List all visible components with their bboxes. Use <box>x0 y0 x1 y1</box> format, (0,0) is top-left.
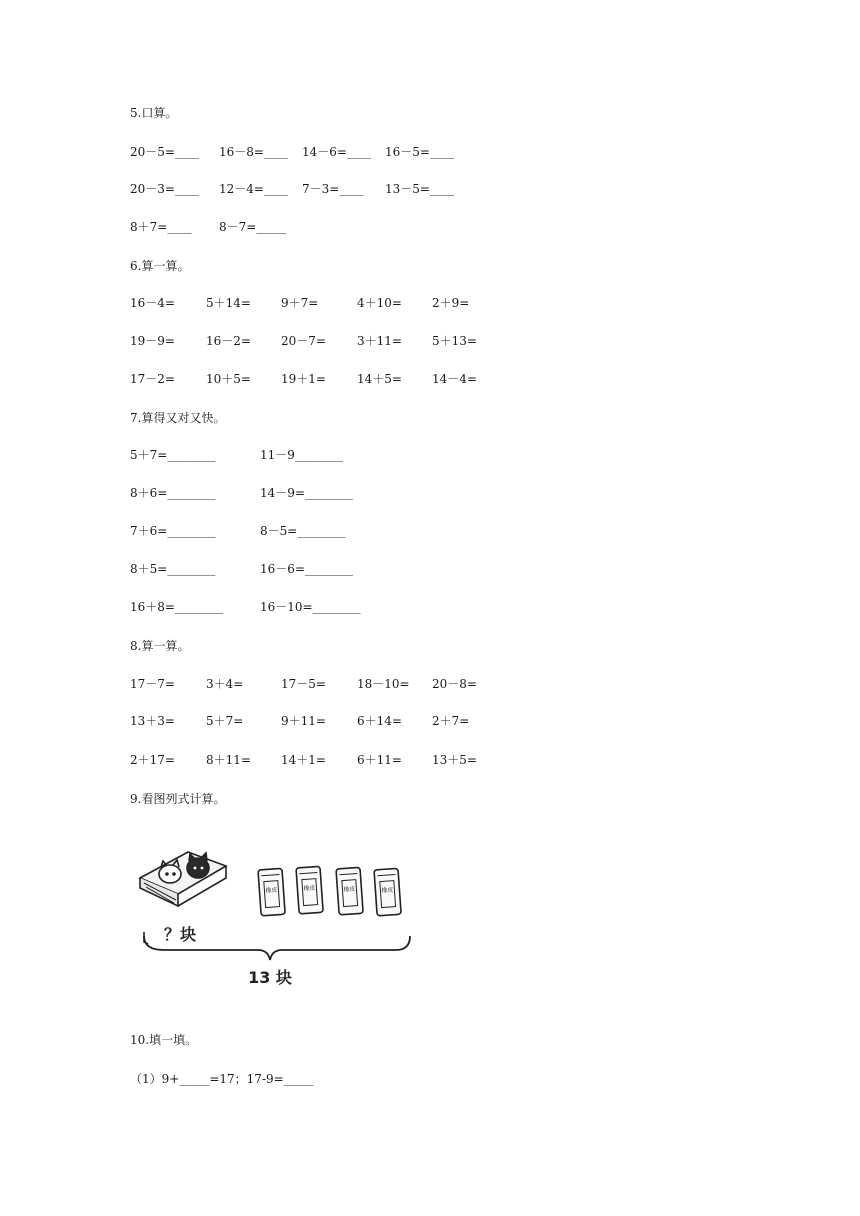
q6-r3-c5: 14－4= <box>432 372 477 386</box>
eraser-text-2: 橡皮 <box>303 884 316 893</box>
q5-r2-c1: 20－3=____ <box>130 182 199 196</box>
q6-r1-c4: 4＋10= <box>357 296 402 310</box>
q9-title: 9.看图列式计算。 <box>130 792 226 806</box>
eraser-text-3: 橡皮 <box>343 885 356 894</box>
q6-r1-c2: 5＋14= <box>206 296 251 310</box>
q6-r3-c4: 14＋5= <box>357 372 402 386</box>
q7-r3-c1: 7＋6=________ <box>130 524 216 538</box>
q8-r2-c4: 6＋14= <box>357 714 402 728</box>
eraser-icon <box>374 868 401 916</box>
q5-r2-c3: 7－3=____ <box>302 182 364 196</box>
q6-r2-c4: 3＋11= <box>357 334 402 348</box>
q6-r2-c1: 19－9= <box>130 334 175 348</box>
q7-title: 7.算得又对又快。 <box>130 411 226 425</box>
q7-r1-c2: 11－9________ <box>260 448 343 462</box>
q7-r2-c2: 14－9=________ <box>260 486 353 500</box>
q6-r2-c3: 20－7= <box>281 334 326 348</box>
eraser-text-4: 橡皮 <box>381 886 394 895</box>
q5-r3-c2: 8－7=_____ <box>219 220 287 234</box>
q8-r1-c2: 3＋4= <box>206 677 244 691</box>
q7-r3-c2: 8－5=________ <box>260 524 346 538</box>
q7-r5-c2: 16－10=________ <box>260 600 361 614</box>
q8-r2-c5: 2＋7= <box>432 714 470 728</box>
q8-r2-c3: 9＋11= <box>281 714 326 728</box>
q8-r2-c1: 13＋3= <box>130 714 175 728</box>
q6-r3-c2: 10＋5= <box>206 372 251 386</box>
q7-r4-c1: 8＋5=________ <box>130 562 216 576</box>
q8-r3-c3: 14＋1= <box>281 753 326 767</box>
q5-r1-c2: 16－8=____ <box>219 145 288 159</box>
q8-r3-c2: 8＋11= <box>206 753 251 767</box>
unknown-quantity-label: ？块 <box>164 925 197 944</box>
eraser-icon <box>258 868 285 916</box>
q8-r1-c1: 17－7= <box>130 677 175 691</box>
q7-r4-c2: 16－6=________ <box>260 562 353 576</box>
q8-r2-c2: 5＋7= <box>206 714 244 728</box>
q5-r1-c1: 20－5=____ <box>130 145 199 159</box>
q8-r1-c4: 18－10= <box>357 677 410 691</box>
q7-r5-c1: 16＋8=________ <box>130 600 223 614</box>
q8-r3-c5: 13＋5= <box>432 753 477 767</box>
q6-r3-c1: 17－2= <box>130 372 175 386</box>
eraser-icon <box>296 866 323 914</box>
eraser-text-1: 橡皮 <box>265 886 278 895</box>
q5-r3-c1: 8＋7=____ <box>130 220 192 234</box>
q5-r1-c3: 14－6=____ <box>302 145 371 159</box>
q8-r1-c3: 17－5= <box>281 677 326 691</box>
q5-r2-c2: 12－4=____ <box>219 182 288 196</box>
q6-r2-c2: 16－2= <box>206 334 251 348</box>
q6-r1-c5: 2＋9= <box>432 296 470 310</box>
q8-r3-c4: 6＋11= <box>357 753 402 767</box>
q8-r3-c1: 2＋17= <box>130 753 175 767</box>
total-quantity-label: 13 块 <box>248 968 292 987</box>
eraser-icon <box>336 867 363 915</box>
q6-r1-c1: 16－4= <box>130 296 175 310</box>
q6-r1-c3: 9＋7= <box>281 296 319 310</box>
q6-r2-c5: 5＋13= <box>432 334 477 348</box>
q7-r1-c1: 5＋7=________ <box>130 448 216 462</box>
q10-line1: （1）9+_____=17；17-9=_____ <box>130 1072 314 1086</box>
eraser-figure <box>134 830 424 995</box>
q8-title: 8.算一算。 <box>130 639 190 653</box>
pencil-box-icon <box>140 852 226 906</box>
q5-r2-c4: 13－5=____ <box>385 182 454 196</box>
q7-r2-c1: 8＋6=________ <box>130 486 216 500</box>
q8-r1-c5: 20－8= <box>432 677 477 691</box>
q5-r1-c4: 16－5=____ <box>385 145 454 159</box>
q6-r3-c3: 19＋1= <box>281 372 326 386</box>
q10-title: 10.填一填。 <box>130 1033 198 1047</box>
q5-title: 5.口算。 <box>130 106 178 120</box>
q6-title: 6.算一算。 <box>130 259 190 273</box>
